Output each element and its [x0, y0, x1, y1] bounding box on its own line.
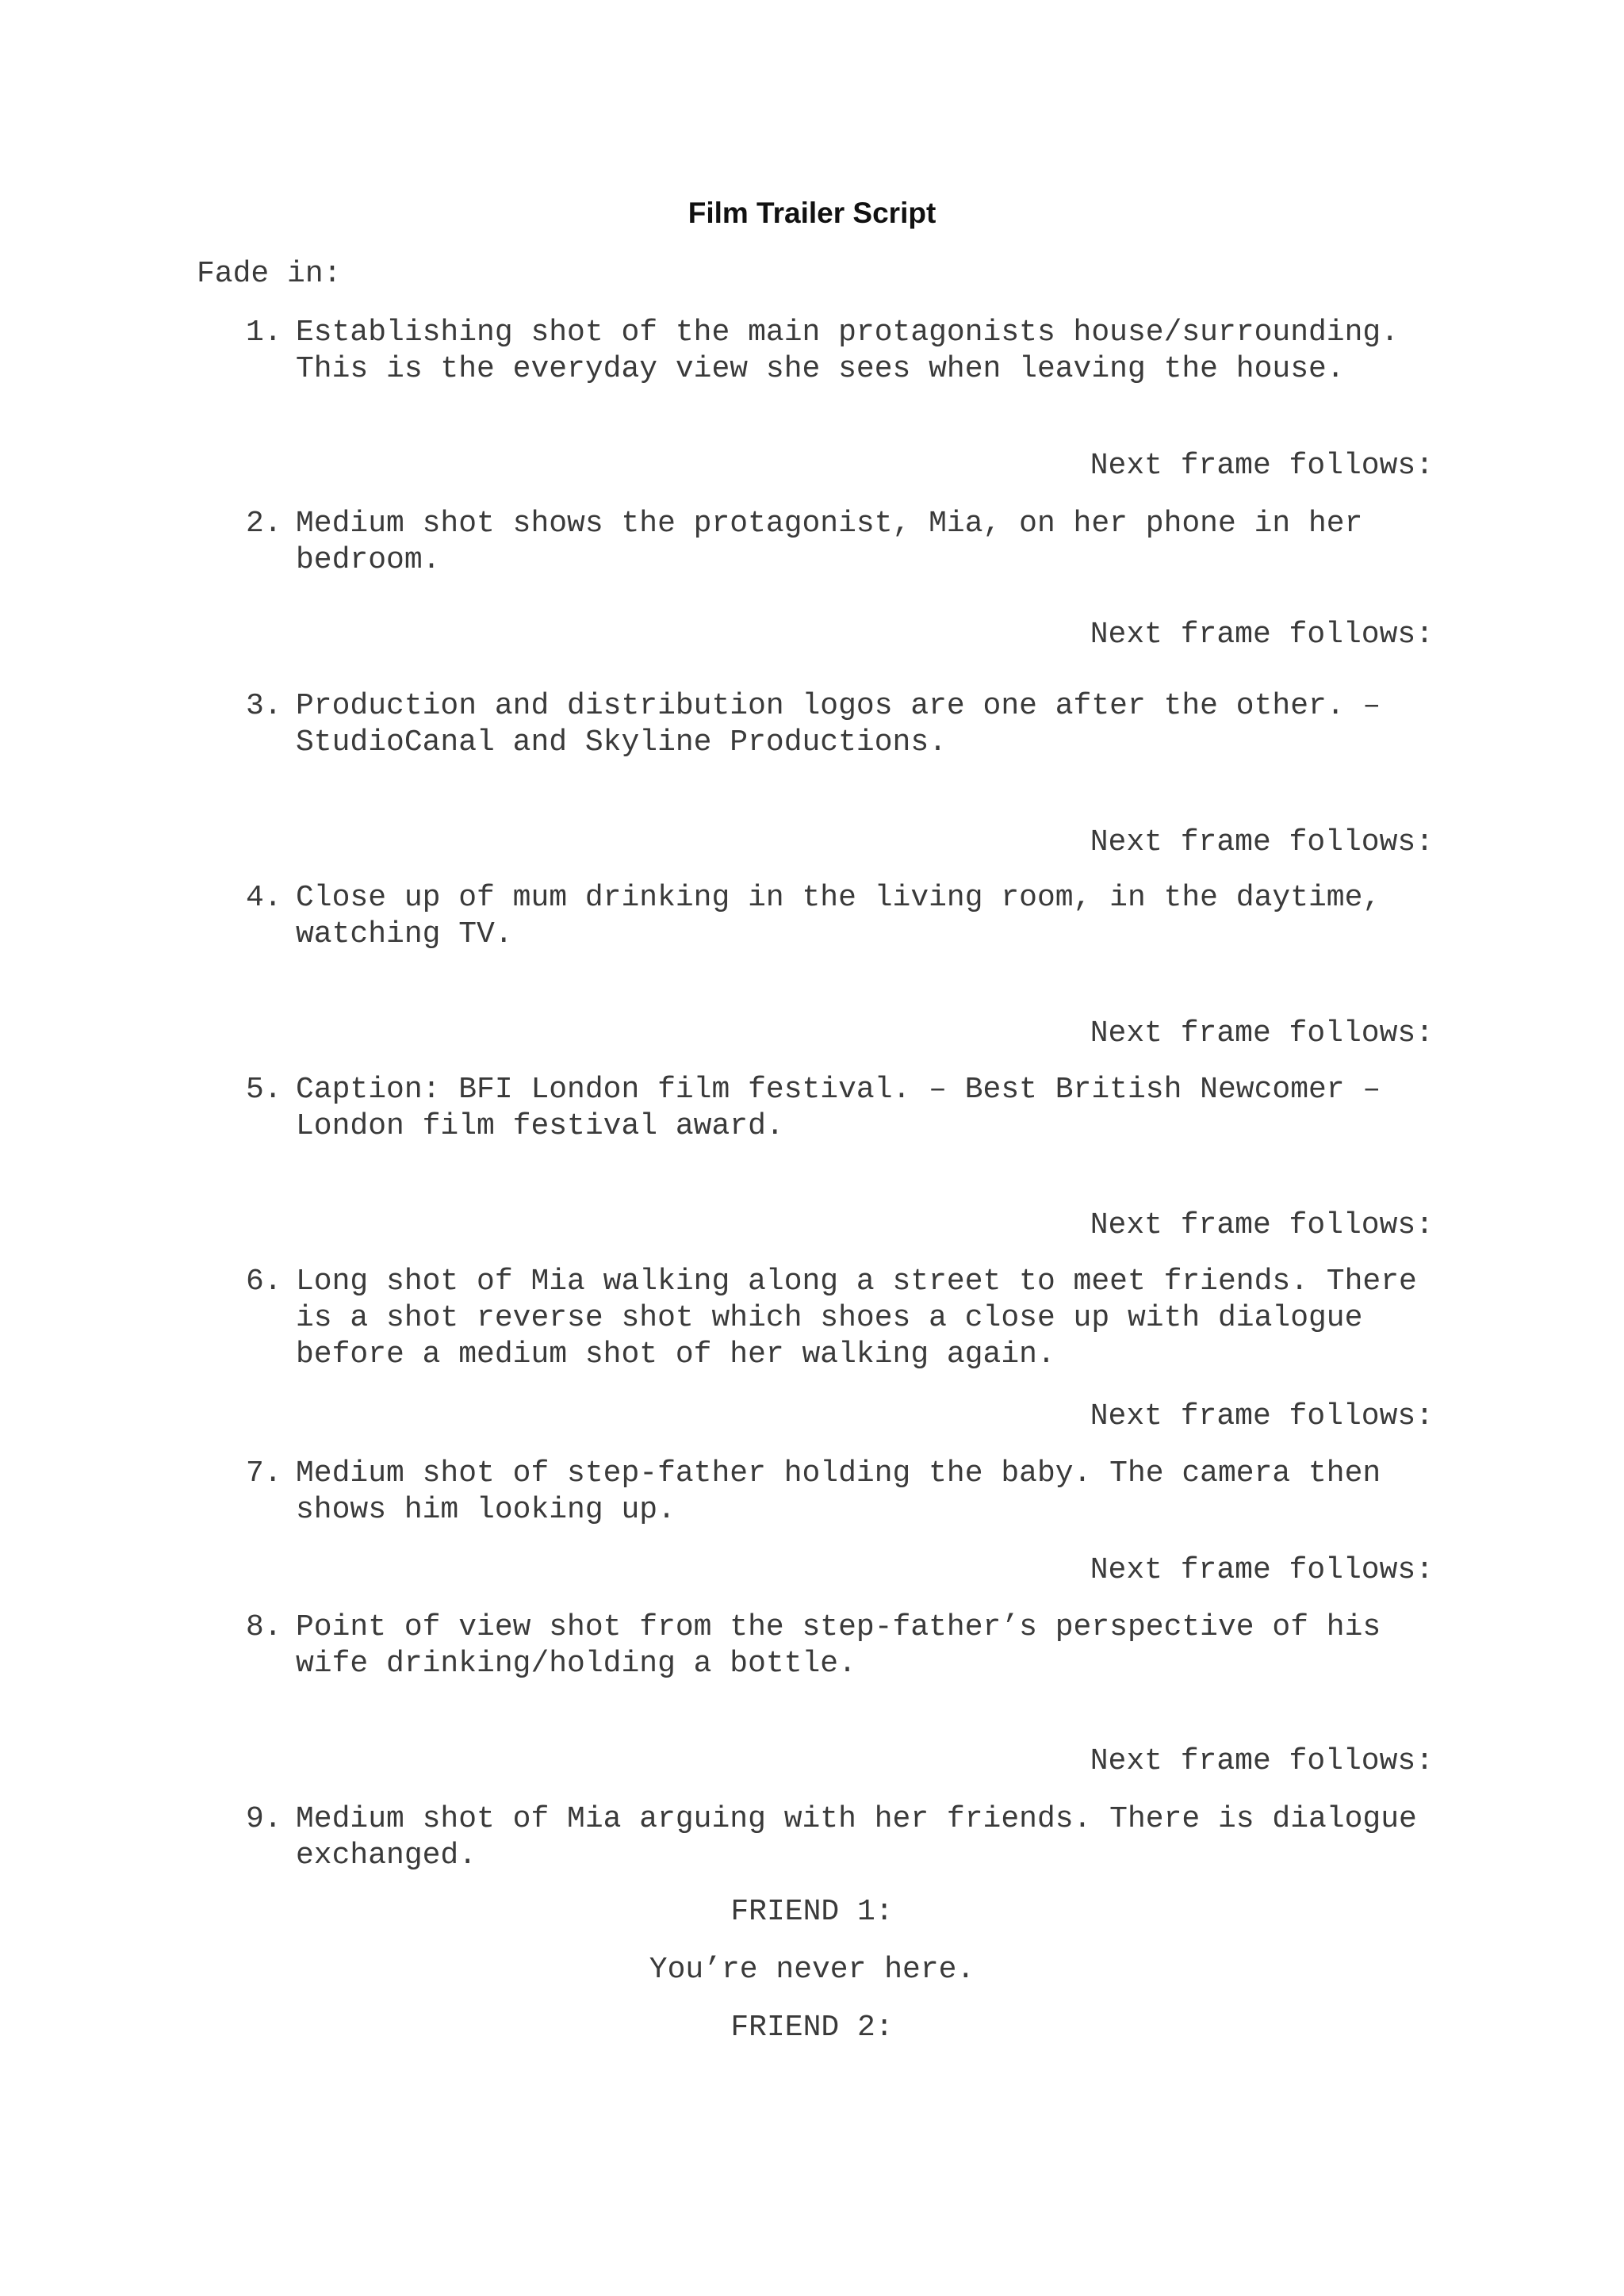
shot-number: 9. [246, 1802, 282, 1836]
shot-description: Point of view shot from the step-father’s perspective of his wife drinking/holding a bottle. [296, 1610, 1381, 1681]
next-frame-follows: Next frame follows: [1090, 1399, 1434, 1433]
shot-item [246, 1264, 1435, 1373]
shot-item [246, 506, 1435, 579]
fade-in-direction: Fade in: [197, 257, 342, 291]
shot-item [246, 1072, 1435, 1145]
shot-item [246, 880, 1435, 953]
shot-description: Medium shot of step-father holding the baby. The camera then shows him looking up. [296, 1456, 1381, 1527]
shot-description: Establishing shot of the main protagonists house/surrounding. This is the everyday view she sees when leaving the house. [296, 316, 1400, 386]
next-frame-follows: Next frame follows: [1090, 1744, 1434, 1778]
shot-description: Long shot of Mia walking along a street to meet friends. There is a shot reverse shot which shoes a close up with dialogue before a medium shot of her walking again. [296, 1265, 1417, 1372]
next-frame-follows: Next frame follows: [1090, 449, 1434, 483]
shot-description: Medium shot of Mia arguing with her friends. There is dialogue exchanged. [296, 1802, 1417, 1873]
document-title: Film Trailer Script [688, 197, 936, 229]
shot-number: 3. [246, 689, 282, 723]
shot-number: 7. [246, 1456, 282, 1490]
shot-description: Caption: BFI London film festival. – Best British Newcomer – London film festival award. [296, 1073, 1381, 1143]
shot-item [246, 688, 1435, 761]
shot-number: 5. [246, 1073, 282, 1107]
next-frame-follows: Next frame follows: [1090, 1553, 1434, 1587]
shot-description: Close up of mum drinking in the living room, in the daytime, watching TV. [296, 881, 1381, 951]
shot-item [246, 1801, 1435, 1874]
shot-number: 2. [246, 507, 282, 541]
shot-item [246, 1456, 1435, 1529]
next-frame-follows: Next frame follows: [1090, 1016, 1434, 1050]
dialogue-line: You’re never here. [649, 1953, 975, 1987]
dialogue-speaker: FRIEND 1: [730, 1895, 894, 1929]
shot-description: Medium shot shows the protagonist, Mia, on her phone in her bedroom. [296, 507, 1363, 577]
shot-item [246, 1609, 1435, 1682]
shot-description: Production and distribution logos are one after the other. – StudioCanal and Skyline Productions. [296, 689, 1381, 760]
shot-number: 4. [246, 881, 282, 915]
dialogue-speaker: FRIEND 2: [730, 2011, 894, 2045]
next-frame-follows: Next frame follows: [1090, 1208, 1434, 1242]
shot-number: 8. [246, 1610, 282, 1644]
shot-number: 6. [246, 1265, 282, 1299]
next-frame-follows: Next frame follows: [1090, 618, 1434, 652]
shot-item [246, 315, 1435, 388]
shot-number: 1. [246, 316, 282, 350]
next-frame-follows: Next frame follows: [1090, 825, 1434, 859]
